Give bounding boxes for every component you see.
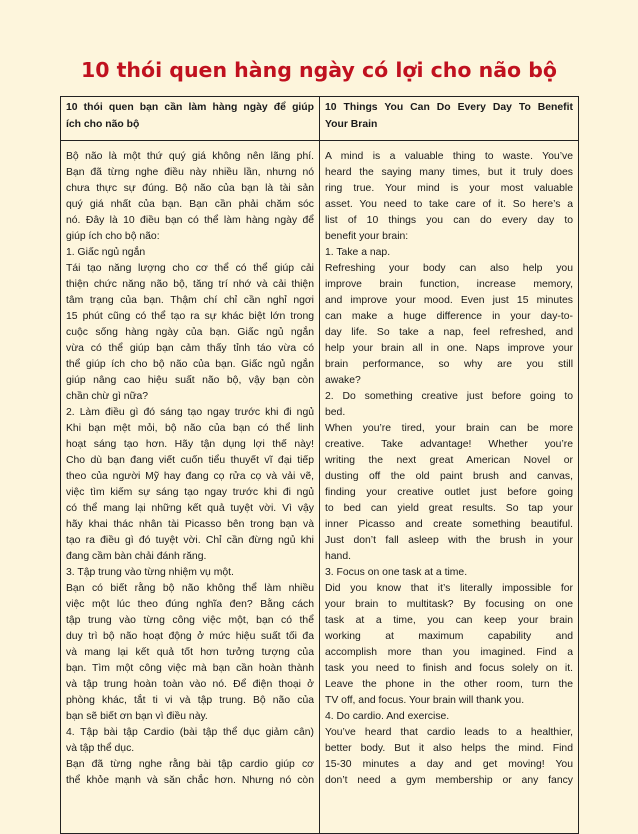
vietnamese-text-line: thể giúp ích cho bộ não của bạn. Giấc ngủ ngắn	[66, 359, 314, 370]
english-text-line: TV off, and focus. Your brain will thank you.	[325, 695, 525, 706]
english-text-line: don’t need a gym membership or any fancy	[325, 775, 573, 786]
vietnamese-text-line: và tập thể dục.	[66, 743, 135, 754]
vietnamese-text-line: Bạn có biết rằng bộ não không thể làm nhiều	[66, 583, 314, 594]
english-text-line: A mind is a valuable thing to waste. You’ve	[325, 151, 573, 162]
vietnamese-text-line: việc tìm kiếm sự sáng tạo ngay trước khi đi ngủ	[66, 487, 314, 498]
english-text-line: 4. Do cardio. And exercise.	[325, 711, 450, 722]
vietnamese-text-line: bạn. Tìm một công việc mà bạn cần hoàn thành	[66, 663, 314, 674]
vietnamese-text-line: Cho dù bạn đang viết cuốn tiểu thuyết vĩ đại tiếp	[66, 455, 314, 466]
vietnamese-text-line: thể khỏe mạnh và săn chắc hơn. Nhưng nó còn	[66, 775, 314, 786]
english-text-line: 1. Take a nap.	[325, 247, 391, 258]
english-text-line: day life. So take a nap, feel refreshed, and	[325, 327, 573, 338]
header-english-line: Your Brain	[325, 119, 378, 130]
english-text-line: Did you know that it’s literally impossible for	[325, 583, 573, 594]
vietnamese-text-line: đang cầm bàn chải đánh răng.	[66, 551, 207, 562]
vietnamese-text-line: phòng khác, tắt ti vi và tập trung. Bộ não của	[66, 695, 314, 706]
english-text-line: Just don’t fall asleep with the brush in your	[325, 535, 573, 546]
english-text-line: heard the saying many times, but it truly does	[325, 167, 573, 178]
english-text-line: benefit your brain:	[325, 231, 409, 242]
english-text-line: accomplish more than you imagined. Find a	[325, 647, 573, 658]
english-text-line: bed.	[325, 407, 346, 418]
english-text-line: writing the next great American Novel or	[325, 455, 573, 466]
english-text-line: hand.	[325, 551, 352, 562]
vietnamese-text-line: tâm trạng của bạn. Thậm chí chỉ cần nghỉ ngơi	[66, 295, 314, 306]
vietnamese-text-line: có thể mang lại những kết quả tuyệt vời. Vì vậy	[66, 503, 314, 514]
header-vietnamese-line: ích cho não bộ	[66, 119, 140, 130]
vietnamese-text-line: chần chừ gì nữa?	[66, 391, 149, 402]
vietnamese-text-line: thiện chức năng não bộ, tăng trí nhớ và cải thiện	[66, 279, 314, 290]
english-text-line: 2. Do something creative just before going to	[325, 391, 573, 402]
vietnamese-text-line: duy trì bộ não hoạt động ở mức hiệu suất tối đa	[66, 631, 314, 642]
vietnamese-text-line: 2. Làm điều gì đó sáng tạo ngay trước khi đi ngủ	[66, 407, 314, 418]
vietnamese-text-line: bạn sẽ biết ơn bạn vì điều này.	[66, 711, 208, 722]
vietnamese-text-line: Bạn đã từng nghe rằng bài tập cardio giúp cơ	[66, 759, 314, 770]
english-text-line: your brain to multitask? By focusing on one	[325, 599, 573, 610]
bilingual-table	[60, 96, 579, 834]
vietnamese-text-line: 3. Tập trung vào từng nhiệm vụ một.	[66, 567, 234, 578]
vietnamese-text-line: theo của người Mỹ hay đang cọ rửa cọ và vải vẽ,	[66, 471, 314, 482]
vietnamese-text-line: 4. Tập bài tập Cardio (bài tập thể dục giảm cân)	[66, 727, 314, 738]
english-text-line: help your brain all in one. Naps improve your	[325, 343, 573, 354]
english-text-line: working at maximum capability and	[325, 631, 573, 642]
english-text-line: can make a huge difference in your day-to-	[325, 311, 573, 322]
english-text-line: asset. You need to take care of it. So here’s a	[325, 199, 573, 210]
vietnamese-text-line: vừa có thể giúp bạn cảm thấy tỉnh táo vừa có	[66, 343, 314, 354]
table-body-row	[61, 141, 579, 834]
vietnamese-text-line: nó. Đây là 10 điều bạn có thể làm hàng ngày để	[66, 215, 314, 226]
vietnamese-text-line: việc một lúc theo đúng nghĩa đen? Bằng cách	[66, 599, 314, 610]
vietnamese-text-line: giúp nâng cao hiệu suất não bộ, vậy bạn còn	[66, 375, 314, 386]
english-text-line: task at a time, you can keep your brain	[325, 615, 573, 626]
english-text-line: 15-30 minutes a day and get moving! You	[325, 759, 573, 770]
english-text-line: to bed can yield great results. So tap your	[325, 503, 573, 514]
english-text-line: You’ve heard that cardio leads to a healthier,	[325, 727, 573, 738]
vietnamese-text-line: hãy khai thác nhân tài Picasso bên trong bạn và	[66, 519, 314, 530]
english-text-line: awake?	[325, 375, 361, 386]
english-text-line: list of 10 things you can do every day to	[325, 215, 573, 226]
english-text-line: dusting off the old paint brush and canvas,	[325, 471, 573, 482]
english-text-line: Refreshing your body can also help you	[325, 263, 573, 274]
vietnamese-text-line: và mang lại kết quả tốt hơn tưởng tượng của	[66, 647, 314, 658]
vietnamese-text-line: cuộc sống hàng ngày của bạn. Giấc ngủ ngắn	[66, 327, 314, 338]
vietnamese-text-line: quý giá nhất của bạn. Bạn cần phải chăm sóc	[66, 199, 314, 210]
english-text-line: better body. But it also helps the mind. Find	[325, 743, 573, 754]
english-text-line: finding your creative outlet just before going	[325, 487, 573, 498]
vietnamese-text-line: 15 phút cũng có thể tạo ra sự khác biệt lớn trong	[66, 311, 314, 322]
vietnamese-text-line: chưa thực sự đúng. Bộ não của bạn là tài sản	[66, 183, 314, 194]
table-header-row	[61, 97, 579, 141]
english-text-line: 3. Focus on one task at a time.	[325, 567, 468, 578]
vietnamese-text-line: tập trung vào từng công việc một, bạn có thể	[66, 615, 314, 626]
english-text-line: creative. Take advantage! Whether you’re	[325, 439, 573, 450]
english-text-line: ring true. Your mind is your most valuable	[325, 183, 573, 194]
vietnamese-text-line: hoạt sáng tạo hơn. Hãy tận dụng lợi thế này!	[66, 439, 314, 450]
header-english	[320, 97, 579, 141]
header-vietnamese	[61, 97, 320, 141]
header-vietnamese-line: 10 thói quen bạn cần làm hàng ngày để giúp	[66, 102, 314, 113]
english-text-line: Leave the phone in the other room, turn the	[325, 679, 573, 690]
vietnamese-text-cell	[61, 141, 320, 834]
vietnamese-text-line: tạo ra điều gì đó tuyệt vời. Chỉ cần đừng ngủ khi	[66, 535, 314, 546]
english-text-line: improve brain function, increase memory,	[325, 279, 573, 290]
vietnamese-text-line: Bạn đã từng nghe điều này nhiều lần, nhưng nó	[66, 167, 314, 178]
english-text-line: inner Picasso and create something beautiful.	[325, 519, 573, 530]
vietnamese-text-line: 1. Giấc ngủ ngắn	[66, 247, 146, 258]
vietnamese-text-line: và tập trung hoàn toàn vào nó. Để điện thoại ở	[66, 679, 314, 690]
vietnamese-text-line: giúp ích cho bộ não:	[66, 231, 160, 242]
page-title: 10 thói quen hàng ngày có lợi cho não bộ	[80, 58, 558, 82]
english-text-line: and improve your mood. Even just 15 minutes	[325, 295, 573, 306]
header-english-line: 10 Things You Can Do Every Day To Benefit	[325, 102, 573, 113]
vietnamese-text-line: Khi bạn mệt mỏi, bộ não của bạn có thể linh	[66, 423, 314, 434]
vietnamese-text-line: Bộ não là một thứ quý giá không nên lãng phí.	[66, 151, 314, 162]
english-text-cell	[320, 141, 579, 834]
english-text-line: brain performance, so why are you still	[325, 359, 573, 370]
vietnamese-text-line: Tái tạo năng lượng cho cơ thể có thể giúp cải	[66, 263, 314, 274]
english-text-line: task you need to finish and focus solely on it.	[325, 663, 573, 674]
english-text-line: When you’re tired, your brain can be more	[325, 423, 573, 434]
